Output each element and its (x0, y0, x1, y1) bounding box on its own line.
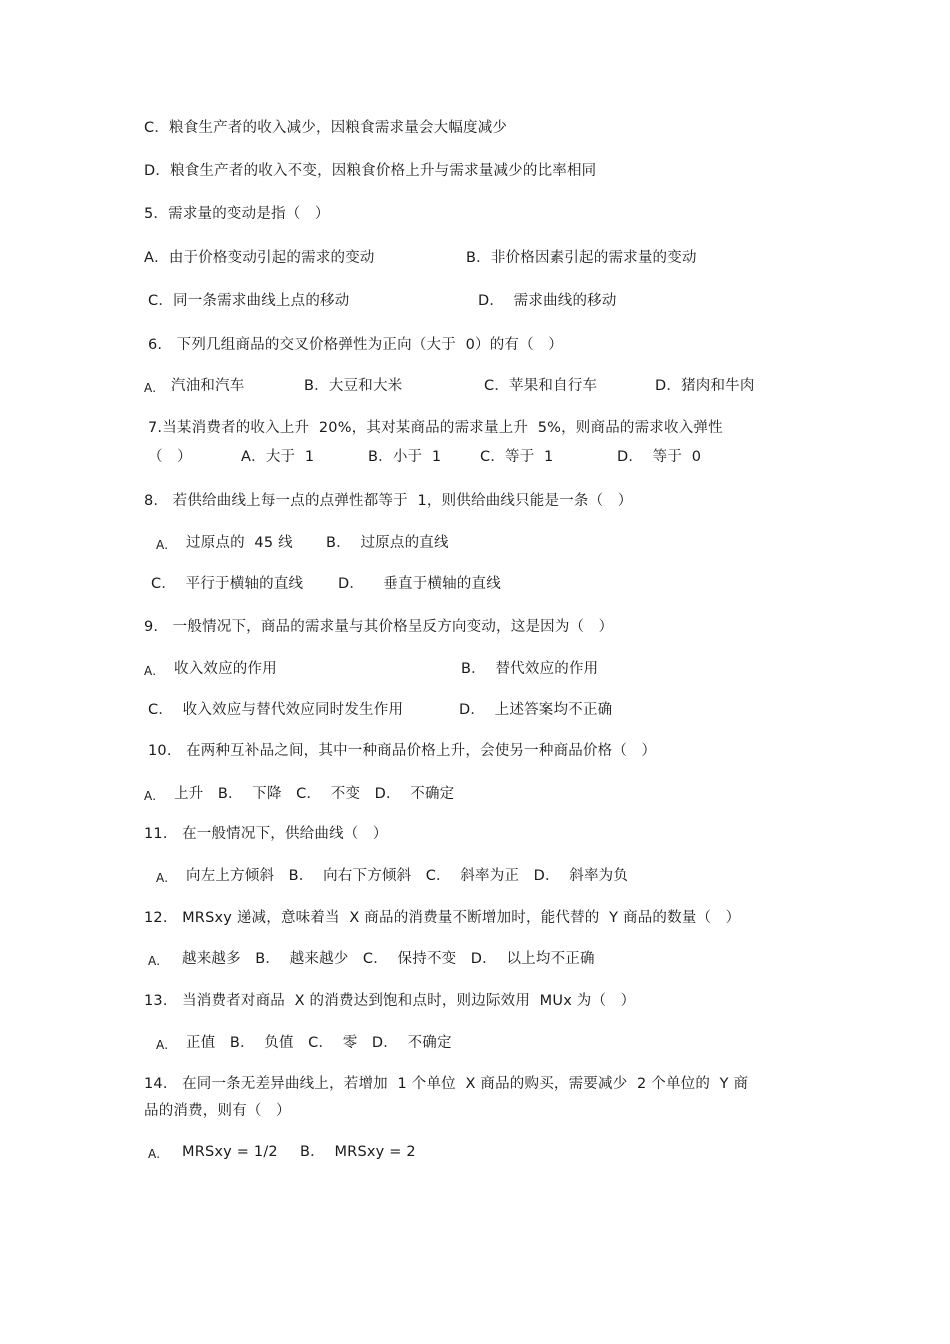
option-marker: A. (144, 789, 157, 803)
option-line: 收入效应的作用 (174, 661, 277, 677)
option-line: C．粮食生产者的收入减少，因粮食需求量会大幅度减少 (144, 120, 508, 136)
option-line: D． 需求曲线的移动 (478, 293, 617, 309)
option-marker: A. (144, 381, 157, 395)
question-8: 8. 若供给曲线上每一点的点弹性都等于 1，则供给曲线只能是一条（ ） (144, 493, 633, 509)
option-line: D． 上述答案均不正确 (459, 702, 613, 718)
option-marker: A. (148, 954, 161, 968)
option-line: 正值 B． 负值 C． 零 D． 不确定 (186, 1035, 452, 1051)
option-line: C．等于 1 (480, 449, 554, 465)
option-line: B．小于 1 (368, 449, 442, 465)
question-11: 11. 在一般情况下，供给曲线（ ） (144, 826, 388, 842)
option-line: B． MRSxy = 2 (300, 1144, 416, 1160)
option-marker: A. (156, 538, 169, 552)
option-line: B． 替代效应的作用 (461, 661, 599, 677)
option-line: B． 过原点的直线 (326, 535, 449, 551)
option-line: D．猪肉和牛肉 (655, 378, 755, 394)
question-7: 7.当某消费者的收入上升 20%，其对某商品的需求量上升 5%，则商品的需求收入弹性 (148, 420, 723, 436)
question-10: 10. 在两种互补品之间，其中一种商品价格上升，会使另一种商品价格（ ） (148, 743, 657, 759)
question-13: 13. 当消费者对商品 X 的消费达到饱和点时，则边际效用 MUx 为（ ） (144, 993, 636, 1009)
option-line: C． 平行于横轴的直线 (151, 576, 304, 592)
option-line: 汽油和汽车 (171, 378, 245, 394)
answer-blank: （ ） (148, 449, 192, 465)
option-line: B．大豆和大米 (304, 378, 403, 394)
option-line: 向左上方倾斜 B． 向右下方倾斜 C． 斜率为正 D． 斜率为负 (186, 868, 629, 884)
option-line: A．由于价格变动引起的需求的变动 (144, 250, 375, 266)
option-marker: A. (148, 1147, 161, 1161)
option-line: MRSxy = 1/2 (182, 1144, 278, 1160)
question-14-continued: 品的消费，则有（ ） (144, 1103, 291, 1119)
option-line: C． 收入效应与替代效应同时发生作用 (148, 702, 404, 718)
option-line: D．粮食生产者的收入不变，因粮食价格上升与需求量减少的比率相同 (144, 163, 597, 179)
option-line: A．大于 1 (241, 449, 315, 465)
option-marker: A. (156, 1038, 169, 1052)
option-line: C．苹果和自行车 (484, 378, 598, 394)
option-marker: A. (144, 664, 157, 678)
question-12: 12. MRSxy 递减，意味着当 X 商品的消费量不断增加时，能代替的 Y 商品的数量（ ） (144, 910, 741, 926)
option-line: 越来越多 B． 越来越少 C． 保持不变 D． 以上均不正确 (182, 951, 595, 967)
option-line: D． 等于 0 (617, 449, 702, 465)
option-line: 上升 B． 下降 C． 不变 D． 不确定 (174, 786, 455, 802)
option-line: C．同一条需求曲线上点的移动 (148, 293, 350, 309)
question-9: 9. 一般情况下，商品的需求量与其价格呈反方向变动，这是因为（ ） (144, 619, 614, 635)
option-marker: A. (156, 871, 169, 885)
option-line: 过原点的 45 线 (186, 535, 293, 551)
question-5: 5．需求量的变动是指（ ） (144, 206, 330, 222)
question-14: 14. 在同一条无差异曲线上，若增加 1 个单位 X 商品的购买，需要减少 2 个单位的 Y 商 (144, 1076, 749, 1092)
option-line: B．非价格因素引起的需求量的变动 (466, 250, 697, 266)
question-6: 6. 下列几组商品的交叉价格弹性为正向（大于 0）的有（ ） (148, 337, 563, 353)
option-line: D． 垂直于横轴的直线 (338, 576, 501, 592)
